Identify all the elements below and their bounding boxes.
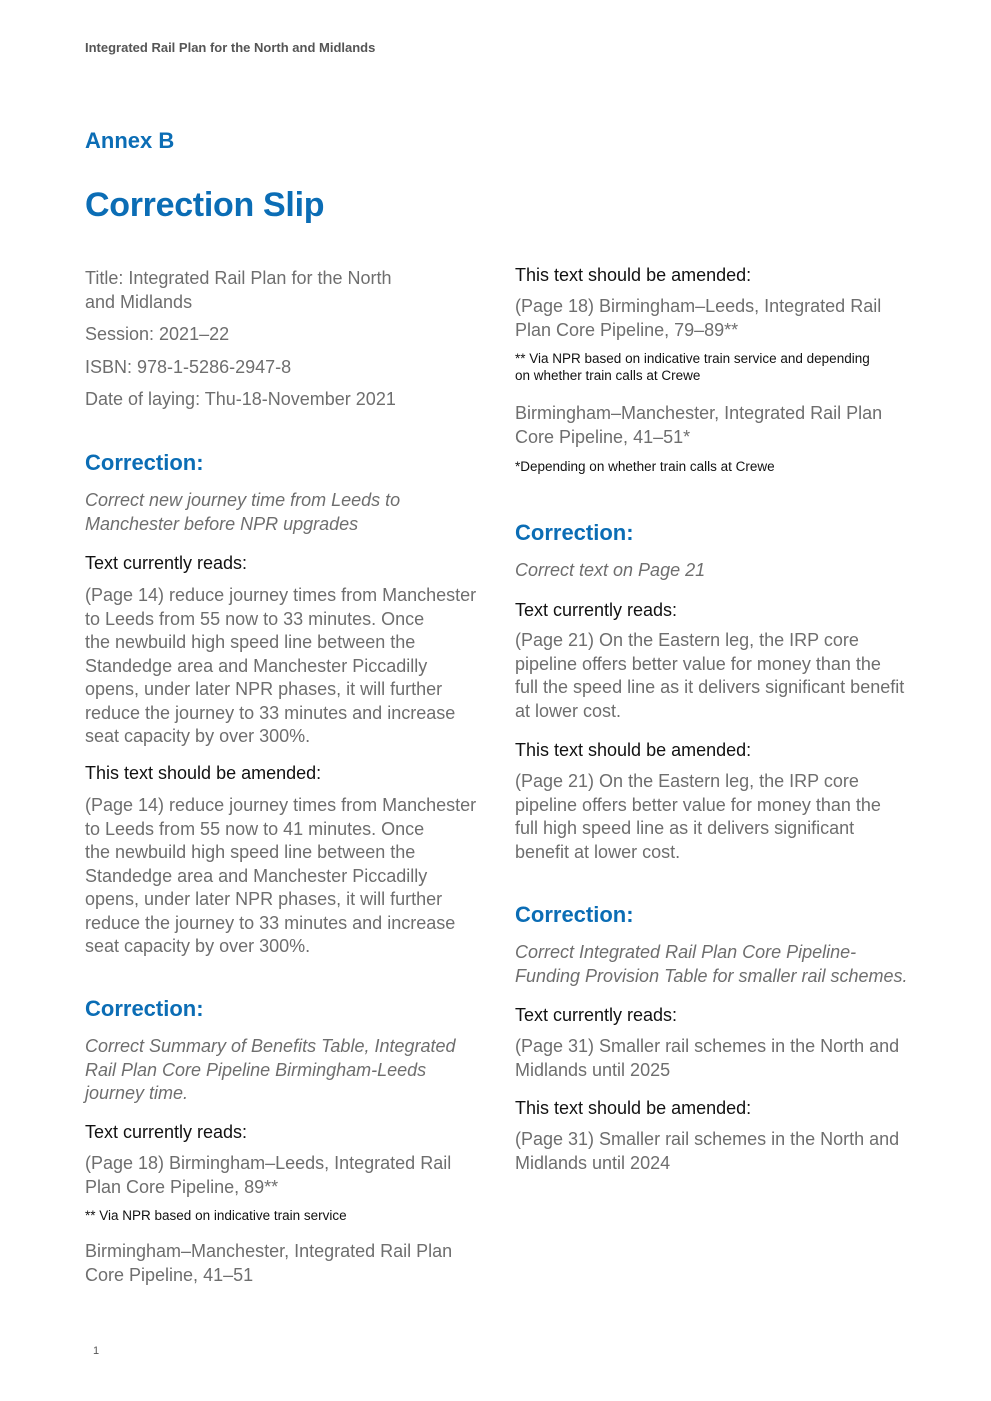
annex-label: Annex B — [85, 128, 175, 153]
amended-text: (Page 14) reduce journey times from Manchester to Leeds from 55 now to 41 minutes. Once the newbuild high speed line between the Standedge area and Manchester Piccadilly opens, under later NPR phases, it will further reduce the journey to 33 minutes and increase seat capacity by over 300%. — [85, 795, 477, 956]
amended-text: (Page 21) On the Eastern leg, the IRP core pipeline offers better value for money than the full high speed line as it delivers significant benefit at lower cost. — [515, 771, 881, 862]
running-header: Integrated Rail Plan for the North and Midlands — [85, 40, 376, 55]
amended-text-2: Birmingham–Manchester, Integrated Rail Plan Core Pipeline, 41–51* — [515, 403, 883, 447]
amended-label: This text should be amended: — [515, 265, 752, 285]
current-text: (Page 21) On the Eastern leg, the IRP core pipeline offers better value for money than the full the speed line as it delivers significant benefit at lower cost. — [515, 630, 905, 721]
doc-title: Title: Integrated Rail Plan for the North and Midlands — [85, 268, 392, 312]
amended-label: This text should be amended: — [515, 740, 752, 760]
amended-footnote: ** Via NPR based on indicative train service and depending on whether train calls at Crewe — [515, 351, 870, 383]
date-of-laying: Date of laying: Thu-18-November 2021 — [85, 389, 396, 409]
session: Session: 2021–22 — [85, 324, 230, 344]
current-label: Text currently reads: — [85, 553, 248, 573]
isbn: ISBN: 978-1-5286-2947-8 — [85, 357, 292, 377]
correction-description: Correct Summary of Benefits Table, Integrated Rail Plan Core Pipeline Birmingham-Leeds journey time. — [85, 1036, 456, 1103]
correction-heading: Correction: — [85, 996, 204, 1021]
current-text: (Page 31) Smaller rail schemes in the North and Midlands until 2025 — [515, 1036, 900, 1080]
current-footnote: ** Via NPR based on indicative train service — [85, 1208, 347, 1223]
current-label: Text currently reads: — [515, 1005, 678, 1025]
correction-description: Correct Integrated Rail Plan Core Pipeline- Funding Provision Table for smaller rail schemes. — [515, 942, 908, 986]
current-text: (Page 18) Birmingham–Leeds, Integrated Rail Plan Core Pipeline, 89** — [85, 1153, 452, 1197]
current-label: Text currently reads: — [85, 1122, 248, 1142]
correction-heading: Correction: — [515, 520, 634, 545]
correction-description: Correct new journey time from Leeds to Manchester before NPR upgrades — [85, 490, 401, 534]
amended-label: This text should be amended: — [515, 1098, 752, 1118]
correction-heading: Correction: — [85, 450, 204, 475]
page-title: Correction Slip — [85, 186, 325, 224]
amended-label: This text should be amended: — [85, 763, 322, 783]
amended-text: (Page 31) Smaller rail schemes in the North and Midlands until 2024 — [515, 1129, 900, 1173]
current-text: (Page 14) reduce journey times from Manchester to Leeds from 55 now to 33 minutes. Once the newbuild high speed line between the Standedge area and Manchester Piccadilly opens, under later NPR phases, it will further reduce the journey to 33 minutes and increase seat capacity by over 300%. — [85, 585, 477, 746]
page-number: 1 — [93, 1345, 100, 1357]
current-text-2: Birmingham–Manchester, Integrated Rail Plan Core Pipeline, 41–51 — [85, 1241, 453, 1285]
amended-footnote-2: *Depending on whether train calls at Crewe — [515, 459, 775, 474]
correction-heading: Correction: — [515, 902, 634, 927]
amended-text: (Page 18) Birmingham–Leeds, Integrated Rail Plan Core Pipeline, 79–89** — [515, 296, 882, 340]
correction-description: Correct text on Page 21 — [515, 560, 706, 580]
current-label: Text currently reads: — [515, 600, 678, 620]
